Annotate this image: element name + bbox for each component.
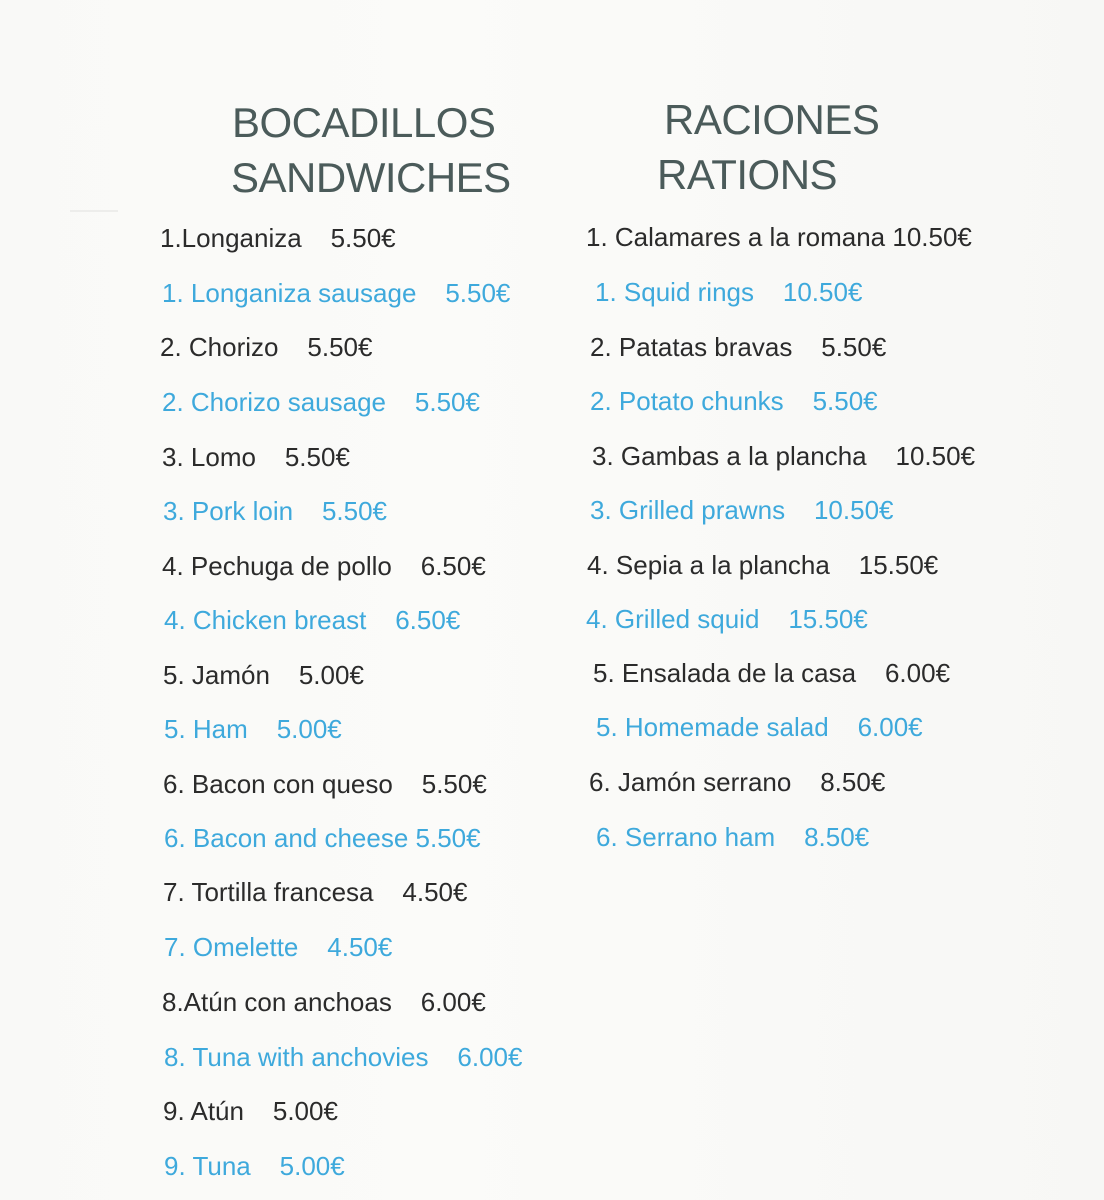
menu-item-spanish: 4. Sepia a la plancha 15.50€ (587, 550, 939, 580)
menu-item-spanish: 1.Longaniza 5.50€ (160, 223, 396, 253)
menu-item-spanish: 3. Gambas a la plancha 10.50€ (592, 441, 976, 471)
menu-item-english: 6. Serrano ham 8.50€ (596, 822, 870, 852)
menu-item-spanish: 4. Pechuga de pollo 6.50€ (162, 551, 486, 581)
menu-item-spanish: 8.Atún con anchoas 6.00€ (162, 987, 486, 1017)
menu-item-english: 7. Omelette 4.50€ (164, 932, 393, 962)
menu-item-english: 6. Bacon and cheese 5.50€ (164, 823, 481, 853)
menu-item-spanish: 6. Bacon con queso 5.50€ (163, 769, 487, 799)
menu-item-spanish: 3. Lomo 5.50€ (162, 442, 350, 472)
menu-item-english: 2. Chorizo sausage 5.50€ (162, 387, 480, 417)
menu-item-english: 3. Grilled prawns 10.50€ (590, 495, 894, 525)
sandwiches-heading-english: SANDWICHES (231, 154, 511, 201)
menu-item-spanish: 7. Tortilla francesa 4.50€ (163, 877, 468, 907)
menu-item-english: 2. Potato chunks 5.50€ (590, 386, 878, 416)
menu-item-english: 5. Ham 5.00€ (164, 714, 342, 744)
menu-item-english: 9. Tuna 5.00€ (164, 1151, 345, 1181)
menu-item-spanish: 5. Jamón 5.00€ (163, 660, 364, 690)
menu-item-english: 4. Chicken breast 6.50€ (164, 605, 461, 635)
menu-item-english: 1. Longaniza sausage 5.50€ (162, 278, 511, 308)
menu-item-english: 4. Grilled squid 15.50€ (586, 604, 868, 634)
rations-heading-english: RATIONS (657, 151, 838, 198)
menu-item-english: 5. Homemade salad 6.00€ (596, 712, 923, 742)
menu-item-spanish: 2. Patatas bravas 5.50€ (590, 332, 887, 362)
menu-item-spanish: 2. Chorizo 5.50€ (160, 332, 373, 362)
rations-heading-spanish: RACIONES (664, 96, 880, 143)
menu-item-english: 8. Tuna with anchovies 6.00€ (164, 1042, 523, 1072)
menu-item-english: 1. Squid rings 10.50€ (595, 277, 863, 307)
menu-item-spanish: 1. Calamares a la romana 10.50€ (586, 222, 972, 252)
menu-item-english: 3. Pork loin 5.50€ (163, 496, 388, 526)
menu-item-spanish: 6. Jamón serrano 8.50€ (589, 767, 886, 797)
paper-edge-mark (70, 210, 118, 212)
menu-item-spanish: 5. Ensalada de la casa 6.00€ (593, 658, 951, 688)
menu-item-spanish: 9. Atún 5.00€ (163, 1096, 338, 1126)
sandwiches-heading-spanish: BOCADILLOS (232, 99, 496, 146)
